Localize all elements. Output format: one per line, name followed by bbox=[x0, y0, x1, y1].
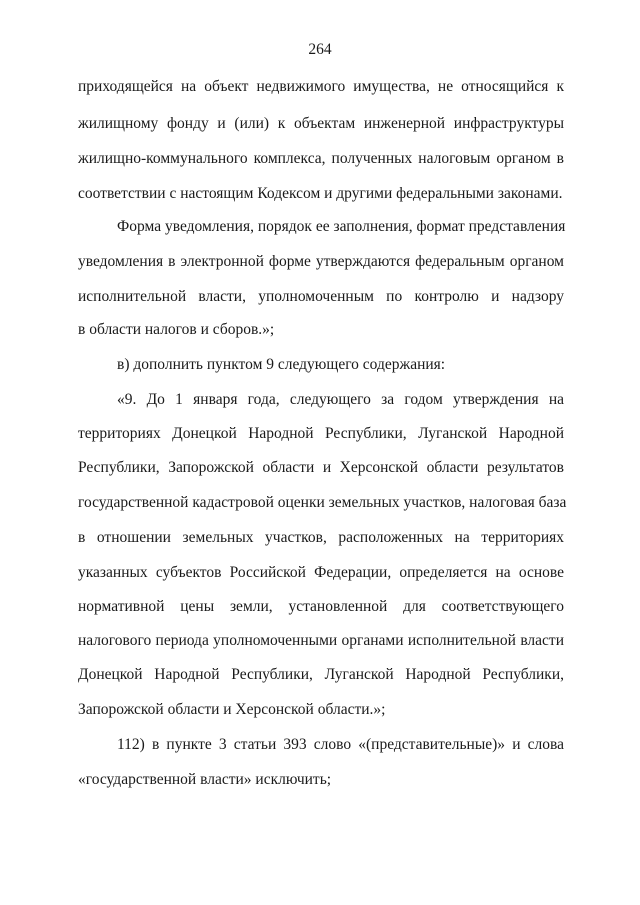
text-line: Форма уведомления, порядок ее заполнения, формат представления bbox=[117, 218, 566, 235]
text-line: Запорожской области и Херсонской области.»; bbox=[78, 701, 386, 718]
text-line: уведомления в электронной форме утверждаются федеральным органом bbox=[78, 253, 564, 270]
text-line: Донецкой Народной Республики, Луганской Народной Республики, bbox=[78, 666, 564, 683]
text-line: «государственной власти» исключить; bbox=[78, 771, 332, 788]
text-line: в области налогов и сборов.»; bbox=[78, 321, 275, 338]
text-line: жилищно-коммунального комплекса, полученных налоговым органом в bbox=[78, 150, 564, 167]
text-line: указанных субъектов Российской Федерации, определяется на основе bbox=[78, 564, 564, 581]
page-number: 264 bbox=[308, 41, 332, 58]
text-line: налогового периода уполномоченными органами исполнительной власти bbox=[78, 632, 564, 649]
text-line: приходящейся на объект недвижимого имущества, не относящийся к bbox=[78, 78, 564, 95]
text-line: территориях Донецкой Народной Республики, Луганской Народной bbox=[78, 425, 564, 442]
text-line: в) дополнить пунктом 9 следующего содержания: bbox=[117, 356, 446, 373]
text-line: государственной кадастровой оценки земельных участков, налоговая база bbox=[78, 494, 567, 511]
text-line: соответствии с настоящим Кодексом и другими федеральными законами. bbox=[78, 185, 563, 202]
text-line: исполнительной власти, уполномоченным по контролю и надзору bbox=[78, 288, 564, 305]
text-line: в отношении земельных участков, расположенных на территориях bbox=[78, 529, 564, 546]
text-line: жилищному фонду и (или) к объектам инженерной инфраструктуры bbox=[78, 115, 564, 132]
text-line: нормативной цены земли, установленной для соответствующего bbox=[78, 598, 564, 615]
text-line: «9. До 1 января года, следующего за годом утверждения на bbox=[117, 391, 564, 408]
text-line: 112) в пункте 3 статьи 393 слово «(представительные)» и слова bbox=[117, 736, 564, 753]
text-line: Республики, Запорожской области и Херсонской области результатов bbox=[78, 459, 564, 476]
